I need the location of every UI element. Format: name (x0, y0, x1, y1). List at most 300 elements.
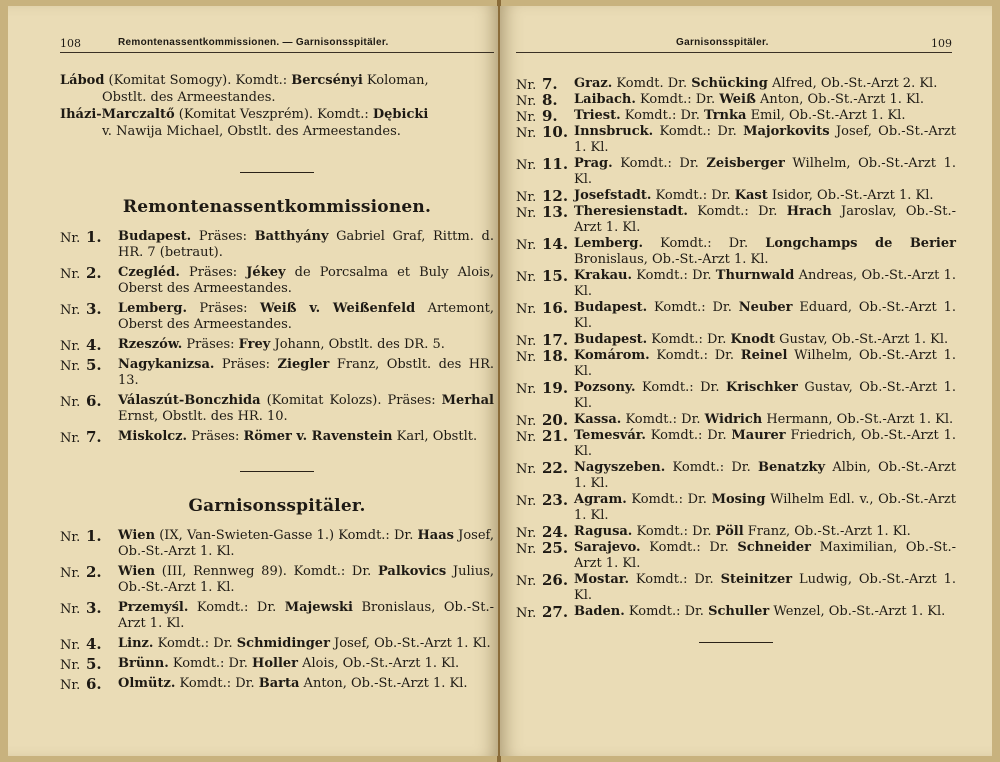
entry-text: Präses: (182, 337, 239, 352)
entry-text: Komdt.: Dr. (640, 540, 738, 555)
person-name: Zeisberger (706, 156, 785, 171)
person-name: Batthyány (254, 229, 329, 244)
person-name: Holler (252, 656, 298, 671)
person-name: Mosing (711, 492, 766, 507)
entry-number (516, 124, 574, 142)
list-item (516, 380, 956, 412)
list-item (60, 357, 494, 389)
list-item (60, 528, 494, 560)
entry-text: (Komitat Kolozs). Präses: (260, 393, 442, 408)
entry-text: Alois, Ob.-St.-Arzt 1. Kl. (298, 656, 460, 671)
number-value: 13. (542, 203, 569, 221)
entry-text: Präses: (187, 301, 260, 316)
person-name: Schücking (691, 76, 768, 91)
entry-text: Komdt.: Dr. (624, 604, 709, 619)
person-name: Schneider (737, 540, 811, 555)
entry-text: Komdt.: Dr. (626, 492, 712, 507)
nr-label: Nr. (60, 395, 81, 410)
nr-label: Nr. (516, 462, 537, 477)
person-name: Haas (417, 528, 454, 543)
list-item (516, 124, 956, 156)
number-value: 4. (86, 336, 102, 354)
person-name: Knodt (730, 332, 776, 347)
right-column (516, 76, 956, 643)
list-item (60, 656, 494, 672)
entry-body (574, 268, 956, 300)
number-value: 26. (542, 571, 569, 589)
list-item (516, 332, 956, 348)
place-name: Lábod (60, 73, 105, 88)
entry-body (574, 156, 956, 188)
entry-body (118, 600, 494, 632)
place-name: Budapest. (118, 229, 192, 244)
entry-number (516, 156, 574, 174)
place-name: Baden. (574, 604, 625, 619)
entry-number (60, 229, 118, 247)
entry-text: Julius, Ob.-St.-Arzt 1. Kl. (118, 564, 494, 595)
entry-body (574, 524, 956, 540)
entry-text: Komdt.: Dr. (153, 636, 237, 651)
list-item (516, 236, 956, 268)
entry-text: Komdt.: Dr. (631, 268, 716, 283)
entry-text: Josef, Ob.-St.-Arzt 1. Kl. (118, 528, 495, 559)
person-name: Krischker (725, 380, 798, 395)
entry-text: Komdt.: Dr. (620, 108, 704, 123)
place-name: Agram. (574, 492, 627, 507)
nr-label: Nr. (60, 303, 81, 318)
entry-text: Präses: (187, 429, 244, 444)
section-title: Garnisonsspitäler. (188, 496, 366, 516)
left-running-head (60, 36, 494, 53)
place-name: Laibach. (574, 92, 636, 107)
entry-body (574, 412, 956, 428)
nr-label: Nr. (516, 78, 537, 93)
list-item (60, 229, 494, 261)
place-name: Budapest. (574, 332, 648, 347)
person-name: Palkovics (378, 564, 447, 579)
entry-text: Komdt.: Dr. (635, 380, 726, 395)
entry-number (516, 236, 574, 254)
entry-text: de Porcsalma et Buly Alois, Oberst des Armeestandes. (118, 265, 494, 296)
entry-text: Ernst, Obstlt. des HR. 10. (118, 409, 288, 424)
nr-label: Nr. (60, 638, 81, 653)
entry-body (574, 428, 956, 460)
entry-number (516, 428, 574, 446)
place-name: Lemberg. (574, 236, 643, 251)
list-item (60, 676, 494, 692)
entry-text: Komdt.: Dr. (649, 348, 741, 363)
number-value: 1. (86, 228, 102, 246)
list-item (516, 92, 956, 108)
number-value: 2. (86, 563, 102, 581)
garnison-list-left (60, 528, 494, 692)
garnison-list-right (516, 76, 956, 620)
entry-text: Koloman, (362, 73, 429, 88)
list-item (516, 604, 956, 620)
left-column (60, 72, 494, 696)
entry-body (574, 236, 956, 268)
entry-body (574, 124, 956, 156)
list-item (516, 300, 956, 332)
top-entry (60, 72, 494, 106)
number-value: 18. (542, 347, 569, 365)
number-value: 23. (542, 491, 569, 509)
nr-label: Nr. (516, 414, 537, 429)
person-name: Majewski (284, 600, 353, 615)
entry-body (574, 108, 956, 124)
number-value: 9. (542, 107, 558, 125)
person-name: Frey (238, 337, 271, 352)
person-name: Ziegler (277, 357, 330, 372)
entry-body (574, 492, 956, 524)
entry-text: v. Nawija Michael, Obstlt. des Armeestandes. (102, 124, 401, 139)
nr-label: Nr. (516, 270, 537, 285)
entry-number (516, 572, 574, 590)
number-value: 12. (542, 187, 569, 205)
nr-label: Nr. (516, 190, 537, 205)
number-value: 3. (86, 300, 102, 318)
entry-text: Obstlt. des Armeestandes. (102, 90, 276, 105)
entry-text: Komdt.: Dr. (665, 460, 758, 475)
right-running-head (516, 36, 952, 53)
entry-body (574, 204, 956, 236)
entry-body (574, 76, 956, 92)
entry-number (60, 265, 118, 283)
entry-number (60, 636, 118, 654)
nr-label: Nr. (60, 431, 81, 446)
list-item (516, 156, 956, 188)
person-name: Pöll (715, 524, 744, 539)
entry-text: Andreas, Ob.-St.-Arzt 1. Kl. (574, 268, 956, 299)
entry-text: Karl, Obstlt. (392, 429, 478, 444)
person-name: Widrich (704, 412, 763, 427)
person-name: Römer v. Ravenstein (243, 429, 393, 444)
list-item (516, 204, 956, 236)
person-name: Thurnwald (715, 268, 795, 283)
place-name: Ragusa. (574, 524, 633, 539)
nr-label: Nr. (60, 658, 81, 673)
entry-text: Präses: (214, 357, 278, 372)
entry-text: Isidor, Ob.-St.-Arzt 1. Kl. (767, 188, 934, 203)
list-item (516, 540, 956, 572)
nr-label: Nr. (516, 526, 537, 541)
list-item (516, 524, 956, 540)
entry-text: Alfred, Ob.-St.-Arzt 2. Kl. (767, 76, 938, 91)
entry-text: Komdt.: Dr. (632, 524, 716, 539)
person-name: Weiß v. Weißenfeld (259, 301, 416, 316)
nr-label: Nr. (60, 267, 81, 282)
number-value: 5. (86, 356, 102, 374)
place-name: Linz. (118, 636, 154, 651)
left-page (8, 6, 498, 756)
entry-text: Gabriel Graf, Rittm. d. HR. 7 (betraut). (118, 229, 494, 260)
nr-label: Nr. (60, 339, 81, 354)
person-name: Barta (258, 676, 300, 691)
number-value: 11. (542, 155, 569, 173)
entry-number (516, 348, 574, 366)
entry-number (516, 268, 574, 286)
place-name: Komárom. (574, 348, 650, 363)
entry-text: Wenzel, Ob.-St.-Arzt 1. Kl. (769, 604, 946, 619)
entry-text: Friedrich, Ob.-St.-Arzt 1. Kl. (574, 428, 956, 459)
list-item (516, 108, 956, 124)
person-name: Weiß (719, 92, 756, 107)
list-item (516, 76, 956, 92)
entry-text: Bronislaus, Ob.-St.-Arzt 1. Kl. (574, 252, 769, 267)
number-value: 4. (86, 635, 102, 653)
place-name: Miskolcz. (118, 429, 188, 444)
entry-body (118, 357, 494, 389)
place-name: Kassa. (574, 412, 622, 427)
nr-label: Nr. (516, 430, 537, 445)
list-item (516, 348, 956, 380)
right-page (500, 6, 992, 756)
entry-text: Komdt.: Dr. (168, 656, 253, 671)
entry-body (574, 540, 956, 572)
entry-text: (Komitat Somogy). Komdt.: (104, 73, 292, 88)
top-entry (60, 106, 494, 140)
entry-number (60, 393, 118, 411)
place-name: Sarajevo. (574, 540, 641, 555)
entry-body (118, 229, 494, 261)
list-item (516, 412, 956, 428)
person-name: Schmidinger (236, 636, 330, 651)
place-name: Lemberg. (118, 301, 187, 316)
entry-body (574, 92, 956, 108)
entry-text: Komdt. Dr. (612, 76, 692, 91)
person-name: Merhal (441, 393, 494, 408)
left-page-number: 108 (60, 37, 81, 50)
entry-text: Emil, Ob.-St.-Arzt 1. Kl. (746, 108, 906, 123)
entry-text: Albin, Ob.-St.-Arzt 1. Kl. (574, 460, 956, 491)
nr-label: Nr. (60, 231, 81, 246)
place-name: Brünn. (118, 656, 169, 671)
remonten-list (60, 229, 494, 445)
number-value: 21. (542, 427, 569, 445)
nr-label: Nr. (516, 606, 537, 621)
number-value: 24. (542, 523, 569, 541)
entry-text: Präses: (191, 229, 255, 244)
entry-text: Anton, Ob.-St.-Arzt 1. Kl. (299, 676, 468, 691)
list-item (60, 301, 494, 333)
entry-text: Komdt.: Dr. (635, 92, 720, 107)
number-value: 5. (86, 655, 102, 673)
right-page-number: 109 (931, 37, 952, 50)
person-name: Steinitzer (720, 572, 793, 587)
entry-text: Komdt.: Dr. (629, 572, 721, 587)
entry-text: Präses: (179, 265, 247, 280)
nr-label: Nr. (60, 359, 81, 374)
place-name: Mostar. (574, 572, 629, 587)
entry-number (516, 460, 574, 478)
entry-number (60, 656, 118, 674)
number-value: 14. (542, 235, 569, 253)
person-name: Hrach (786, 204, 832, 219)
number-value: 6. (86, 675, 102, 693)
nr-label: Nr. (516, 158, 537, 173)
person-name: Longchamps de Berier (765, 236, 956, 251)
entry-body (118, 564, 494, 596)
entry-number (60, 301, 118, 319)
person-name: Maurer (731, 428, 786, 443)
entry-body (118, 337, 494, 353)
number-value: 8. (542, 91, 558, 109)
place-name: Válaszút-Bonczhida (118, 393, 261, 408)
entry-text: Josef, Ob.-St.-Arzt 1. Kl. (329, 636, 491, 651)
list-item (60, 600, 494, 632)
entry-text: Gustav, Ob.-St.-Arzt 1. Kl. (775, 332, 949, 347)
list-item (516, 268, 956, 300)
place-name: Temesvár. (574, 428, 646, 443)
number-value: 2. (86, 264, 102, 282)
entry-body (574, 460, 956, 492)
entry-body (118, 636, 494, 652)
number-value: 6. (86, 392, 102, 410)
list-item (516, 188, 956, 204)
nr-label: Nr. (516, 542, 537, 557)
entry-body (118, 393, 494, 425)
entry-number (516, 204, 574, 222)
place-name: Innsbruck. (574, 124, 654, 139)
entry-text: Jaroslav, Ob.-St.-Arzt 1. Kl. (574, 204, 956, 235)
top-entries (60, 72, 494, 140)
entry-text: Josef, Ob.-St.-Arzt 1. Kl. (574, 124, 956, 155)
list-item (516, 428, 956, 460)
nr-label: Nr. (60, 602, 81, 617)
number-value: 22. (542, 459, 569, 477)
person-name: Bercsényi (291, 73, 363, 88)
place-name: Pozsony. (574, 380, 636, 395)
number-value: 7. (86, 428, 102, 446)
entry-number (60, 528, 118, 546)
place-name: Wien (118, 528, 156, 543)
entry-body (118, 301, 494, 333)
number-value: 3. (86, 599, 102, 617)
left-running-title: Remontenassentkommissionen. — Garnisonsspitäler. (118, 37, 389, 48)
person-name: Neuber (738, 300, 793, 315)
entry-text: Komdt.: Dr. (175, 676, 259, 691)
nr-label: Nr. (516, 382, 537, 397)
entry-text: Komdt.: Dr. (188, 600, 285, 615)
place-name: Rzeszów. (118, 337, 183, 352)
section-divider (699, 642, 773, 643)
entry-text: (III, Rennweg 89). Komdt.: Dr. (155, 564, 378, 579)
entry-text: Franz, Ob.-St.-Arzt 1. Kl. (743, 524, 911, 539)
nr-label: Nr. (60, 530, 81, 545)
entry-number (60, 676, 118, 694)
entry-body (574, 300, 956, 332)
person-name: Majorkovits (743, 124, 830, 139)
entry-text: Artemont, Oberst des Armeestandes. (118, 301, 494, 332)
entry-text: Ludwig, Ob.-St.-Arzt 1. Kl. (574, 572, 956, 603)
person-name: Jékey (246, 265, 286, 280)
nr-label: Nr. (516, 206, 537, 221)
number-value: 10. (542, 123, 569, 141)
entry-text: Maximilian, Ob.-St.-Arzt 1. Kl. (574, 540, 956, 571)
entry-text: Bronislaus, Ob.-St.-Arzt 1. Kl. (118, 600, 494, 631)
person-name: Benatzky (757, 460, 826, 475)
entry-text: (Komitat Veszprém). Komdt.: (174, 107, 373, 122)
right-running-title: Garnisonsspitäler. (676, 37, 769, 48)
list-item (60, 265, 494, 297)
entry-body (574, 188, 956, 204)
entry-body (574, 348, 956, 380)
entry-number (516, 492, 574, 510)
entry-text: Gustav, Ob.-St.-Arzt 1. Kl. (574, 380, 956, 411)
entry-text: Komdt.: Dr. (687, 204, 787, 219)
entry-number (516, 300, 574, 318)
place-name: Prag. (574, 156, 613, 171)
entry-number (516, 540, 574, 558)
entry-text: Johann, Obstlt. des DR. 5. (270, 337, 445, 352)
person-name: Schuller (708, 604, 770, 619)
entry-text: Wilhelm, Ob.-St.-Arzt 1. Kl. (574, 156, 956, 187)
place-name: Triest. (574, 108, 621, 123)
list-item (516, 492, 956, 524)
entry-text: Komdt.: Dr. (612, 156, 707, 171)
person-name: Reinel (740, 348, 788, 363)
entry-number (60, 564, 118, 582)
number-value: 27. (542, 603, 569, 621)
number-value: 7. (542, 75, 558, 93)
entry-text: Franz, Obstlt. des HR. 13. (118, 357, 494, 388)
list-item (60, 337, 494, 353)
list-item (60, 636, 494, 652)
place-name: Krakau. (574, 268, 632, 283)
entry-text: Eduard, Ob.-St.-Arzt 1. Kl. (574, 300, 956, 331)
entry-text: Anton, Ob.-St.-Arzt 1. Kl. (755, 92, 924, 107)
place-name: Josefstadt. (574, 188, 652, 203)
number-value: 17. (542, 331, 569, 349)
nr-label: Nr. (60, 678, 81, 693)
nr-label: Nr. (516, 350, 537, 365)
entry-text: Komdt.: Dr. (653, 124, 744, 139)
entry-body (118, 429, 494, 445)
place-name: Wien (118, 564, 156, 579)
nr-label: Nr. (60, 566, 81, 581)
place-name: Iházi-Marczaltő (60, 107, 175, 122)
list-item (516, 460, 956, 492)
entry-text: Wilhelm Edl. v., Ob.-St.-Arzt 1. Kl. (574, 492, 956, 523)
place-name: Nagyszeben. (574, 460, 666, 475)
entry-number (60, 337, 118, 355)
nr-label: Nr. (516, 494, 537, 509)
entry-number (516, 604, 574, 622)
entry-body (574, 604, 956, 620)
entry-number (60, 429, 118, 447)
nr-label: Nr. (516, 238, 537, 253)
nr-label: Nr. (516, 126, 537, 141)
list-item (60, 429, 494, 445)
place-name: Nagykanizsa. (118, 357, 215, 372)
person-name: Kast (734, 188, 768, 203)
number-value: 15. (542, 267, 569, 285)
entry-body (574, 380, 956, 412)
nr-label: Nr. (516, 110, 537, 125)
nr-label: Nr. (516, 94, 537, 109)
list-item (60, 564, 494, 596)
nr-label: Nr. (516, 334, 537, 349)
entry-body (118, 656, 494, 672)
entry-text: Komdt.: Dr. (645, 428, 732, 443)
nr-label: Nr. (516, 302, 537, 317)
place-name: Olmütz. (118, 676, 176, 691)
entry-body (118, 676, 494, 692)
entry-number (516, 380, 574, 398)
number-value: 20. (542, 411, 569, 429)
entry-body (118, 265, 494, 297)
list-item (516, 572, 956, 604)
